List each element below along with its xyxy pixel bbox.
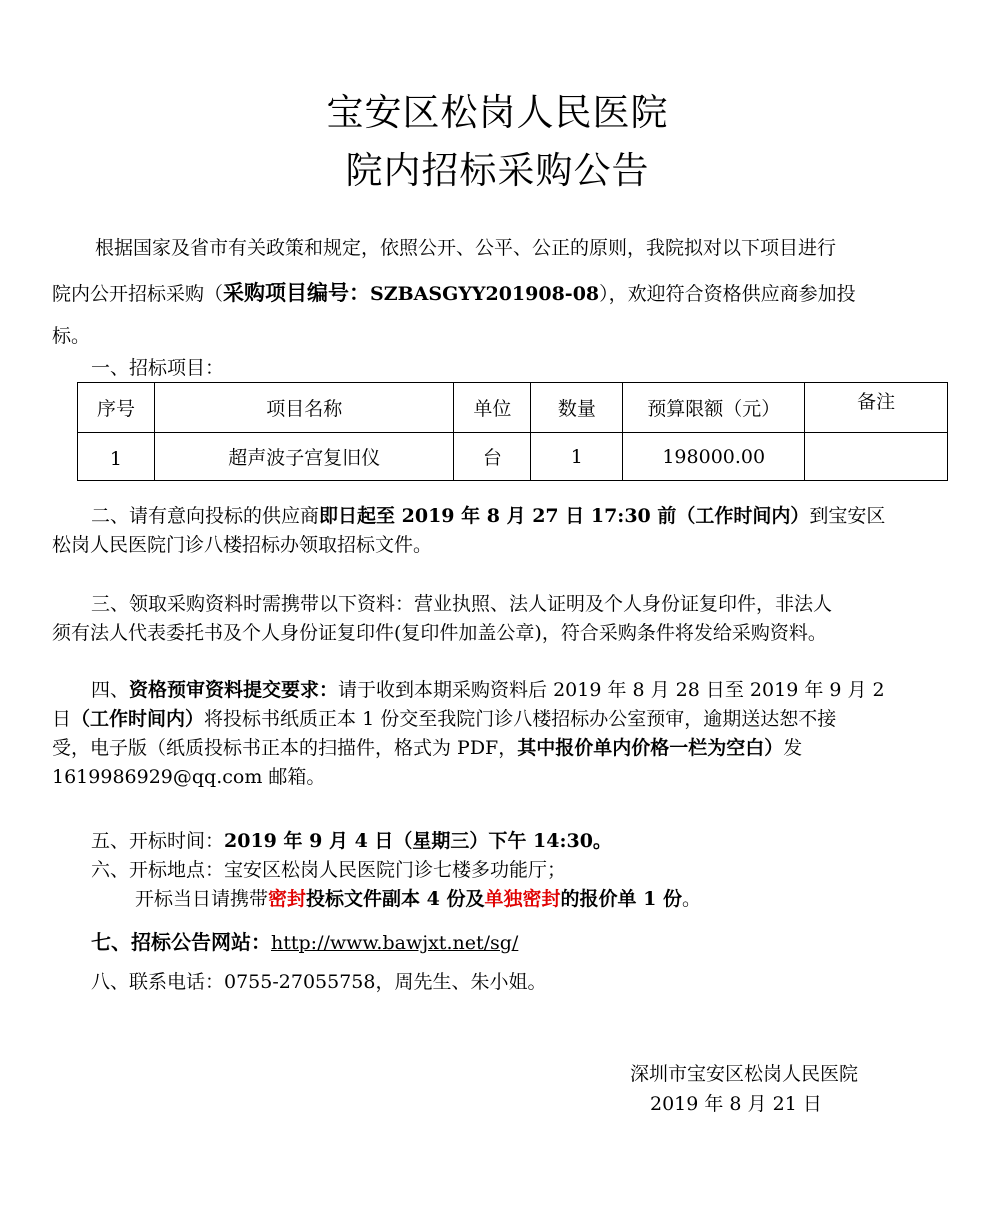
project-number: SZBASGYY201908-08 — [370, 283, 600, 305]
section6-line2 — [135, 884, 701, 915]
cell-item-name: 超声波子宫复旧仪 — [154, 433, 454, 481]
section4-blank-price-note: 其中报价单内价格一栏为空白） — [517, 737, 784, 759]
section7-label: 七、招标公告网站： — [91, 930, 271, 954]
intro-text-a: 院内公开招标采购（ — [52, 283, 224, 305]
cell-budget: 198000.00 — [623, 433, 805, 481]
header-budget: 预算限额（元） — [623, 383, 805, 433]
bid-website-link[interactable]: http://www.bawjxt.net/sg/ — [271, 932, 519, 954]
section4-line2 — [52, 704, 836, 735]
document-title-line2: 院内招标采购公告 — [345, 149, 650, 192]
intro-line3: 标。 — [52, 325, 91, 347]
signature-organization: 深圳市宝安区松岗人民医院 — [630, 1063, 859, 1085]
header-unit: 单位 — [454, 383, 531, 433]
section3-line1: 三、领取采购资料时需携带以下资料：营业执照、法人证明及个人身份证复印件，非法人 — [91, 593, 833, 615]
section2-text-a: 二、请有意向投标的供应商 — [91, 505, 320, 527]
sealed-emphasis: 密封 — [268, 888, 307, 910]
intro-line1: 根据国家及省市有关政策和规定，依照公开、公平、公正的原则，我院拟对以下项目进行 — [95, 237, 837, 259]
header-item-name: 项目名称 — [154, 383, 454, 433]
project-number-label: 采购项目编号： — [223, 280, 371, 305]
section2-line2: 松岗人民医院门诊八楼招标办领取招标文件。 — [52, 534, 433, 556]
section4-line1 — [91, 675, 885, 706]
section4-line3 — [52, 733, 802, 764]
bid-items-table — [77, 382, 948, 481]
document-title-line1: 宝安区松岗人民医院 — [326, 91, 669, 134]
section6-copies: 投标文件副本 4 份及 — [306, 888, 485, 910]
section6-quote: 的报价单 1 份 — [560, 888, 682, 910]
section4-prefix: 四、 — [91, 679, 130, 701]
section7-line — [91, 927, 518, 959]
section2-text-c: 到宝安区 — [809, 505, 886, 527]
table-row — [78, 433, 948, 481]
header-remarks: 备注 — [805, 383, 948, 433]
header-index: 序号 — [78, 383, 155, 433]
section4-dates: 请于收到本期采购资料后 2019 年 8 月 28 日至 2019 年 9 月 2 — [338, 679, 885, 701]
section8-contact: 八、联系电话：0755-27055758，周先生、朱小姐。 — [91, 971, 547, 993]
section4-working-hours: （工作时间内） — [71, 708, 205, 730]
header-quantity: 数量 — [531, 383, 623, 433]
table-header-row — [78, 383, 948, 433]
section4-submit-text: 将投标书纸质正本 1 份交至我院门诊八楼招标办公室预审，逾期送达恕不接 — [204, 708, 837, 730]
cell-index: 1 — [78, 433, 155, 481]
section6-end: 。 — [681, 888, 701, 910]
cell-remarks — [805, 433, 948, 481]
section4-day: 日 — [52, 708, 72, 730]
section5-line — [91, 826, 612, 857]
section4-send: 发 — [783, 737, 803, 759]
section3-line2: 须有法人代表委托书及个人身份证复印件(复印件加盖公章)，符合采购条件将发给采购资料。 — [52, 622, 827, 644]
section4-heading: 资格预审资料提交要求： — [129, 679, 339, 701]
section6-line1: 六、开标地点：宝安区松岗人民医院门诊七楼多功能厅； — [91, 859, 567, 881]
section6-text-a: 开标当日请携带 — [135, 888, 269, 910]
cell-unit: 台 — [454, 433, 531, 481]
intro-text-d: ），欢迎符合资格供应商参加投 — [599, 283, 856, 305]
section1-label: 一、招标项目： — [91, 357, 225, 379]
signature-date: 2019 年 8 月 21 日 — [650, 1093, 822, 1115]
section4-email: 1619986929@qq.com 邮箱。 — [52, 766, 326, 788]
section5-label: 五、开标时间： — [91, 830, 225, 852]
section2-deadline: 即日起至 2019 年 8 月 27 日 17:30 前（工作时间内） — [319, 505, 810, 527]
section5-opening-time: 2019 年 9 月 4 日（星期三）下午 14:30。 — [224, 830, 612, 852]
section2-line1 — [91, 501, 885, 532]
separately-sealed-emphasis: 单独密封 — [484, 888, 561, 910]
section4-electronic-text: 受，电子版（纸质投标书正本的扫描件，格式为 PDF， — [52, 737, 518, 759]
cell-quantity: 1 — [531, 433, 623, 481]
intro-line2 — [52, 277, 856, 310]
